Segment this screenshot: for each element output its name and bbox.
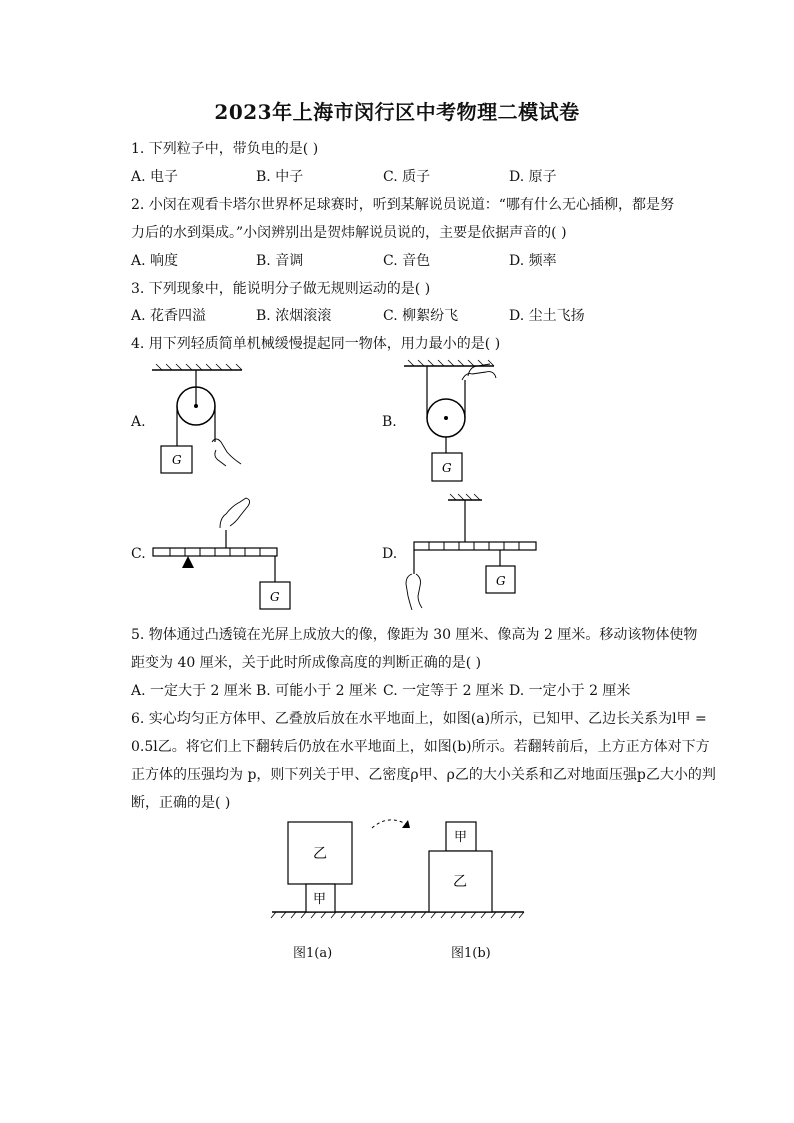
q2-stem-line2: 力后的水到渠成。”小闵辨别出是贺炜解说员说的，主要是依据声音的( ) <box>131 225 567 241</box>
q2-option-a[interactable]: A. 响度 <box>131 253 179 269</box>
q6-stem-line3: 正方体的压强均为 p，则下列关于甲、乙密度ρ甲、ρ乙的大小关系和乙对地面压强p乙大小的判 <box>131 767 716 783</box>
q6-stem-line1: 6. 实心均匀正方体甲、乙叠放后放在水平地面上，如图(a)所示，已知甲、乙边长关系为l甲 = <box>131 711 707 727</box>
fixed-pulley-figure <box>150 360 270 480</box>
stacked-cubes-figure <box>268 814 528 924</box>
q2-option-b[interactable]: B. 音调 <box>256 253 304 269</box>
q3-option-d[interactable]: D. 尘土飞扬 <box>509 308 585 324</box>
q3-stem: 3. 下列现象中，能说明分子做无规则运动的是( ) <box>131 281 431 297</box>
q1-option-d[interactable]: D. 原子 <box>509 169 557 185</box>
cube-jia-label-b: 甲 <box>454 830 468 845</box>
q4-option-a-label[interactable]: A. <box>131 414 146 430</box>
q5-option-d[interactable]: D. 一定小于 2 厘米 <box>509 683 631 699</box>
q4-option-b-label[interactable]: B. <box>382 414 397 430</box>
figure-caption-b: 图1(b) <box>451 946 491 961</box>
figure-caption-a: 图1(a) <box>293 946 333 961</box>
q5-option-a[interactable]: A. 一定大于 2 厘米 <box>131 683 252 699</box>
lever-d-figure <box>402 494 562 614</box>
weight-g-label-b: G <box>442 461 452 475</box>
q1-option-b[interactable]: B. 中子 <box>256 169 304 185</box>
q6-stem-line4: 断，正确的是( ) <box>131 795 231 811</box>
movable-pulley-figure <box>402 358 532 488</box>
q3-option-c[interactable]: C. 柳絮纷飞 <box>383 308 459 324</box>
q1-option-a[interactable]: A. 电子 <box>131 169 179 185</box>
weight-g-label-d: G <box>496 574 506 588</box>
q4-stem: 4. 用下列轻质简单机械缓慢提起同一物体，用力最小的是( ) <box>131 336 501 352</box>
q5-option-c[interactable]: C. 一定等于 2 厘米 <box>383 683 504 699</box>
q2-option-c[interactable]: C. 音色 <box>383 253 431 269</box>
q3-option-a[interactable]: A. 花香四溢 <box>131 308 207 324</box>
q4-option-d-label[interactable]: D. <box>382 546 398 562</box>
cube-jia-label-a: 甲 <box>313 892 327 907</box>
q2-stem-line1: 2. 小闵在观看卡塔尔世界杯足球赛时，听到某解说员说道：“哪有什么无心插柳，都是努 <box>131 197 674 213</box>
page-title: 2023年上海市闵行区中考物理二模试卷 <box>214 100 580 124</box>
cube-yi-label-a: 乙 <box>313 846 327 862</box>
q3-option-b[interactable]: B. 浓烟滚滚 <box>256 308 332 324</box>
q4-option-c-label[interactable]: C. <box>131 546 146 562</box>
lever-c-figure <box>150 492 320 612</box>
q6-stem-line2: 0.5l乙。将它们上下翻转后仍放在水平地面上，如图(b)所示。若翻转前后，上方正方体对下方 <box>131 739 710 755</box>
cube-yi-label-b: 乙 <box>453 874 467 890</box>
weight-g-label-c: G <box>270 590 280 604</box>
q5-stem-line1: 5. 物体通过凸透镜在光屏上成放大的像，像距为 30 厘米、像高为 2 厘米。移动该物体使物 <box>131 627 698 643</box>
q1-option-c[interactable]: C. 质子 <box>383 169 431 185</box>
q5-option-b[interactable]: B. 可能小于 2 厘米 <box>256 683 377 699</box>
q1-stem: 1. 下列粒子中，带负电的是( ) <box>131 141 319 157</box>
q5-stem-line2: 距变为 40 厘米，关于此时所成像高度的判断正确的是( ) <box>131 655 482 671</box>
weight-g-label-a: G <box>172 453 182 467</box>
q2-option-d[interactable]: D. 频率 <box>509 253 557 269</box>
